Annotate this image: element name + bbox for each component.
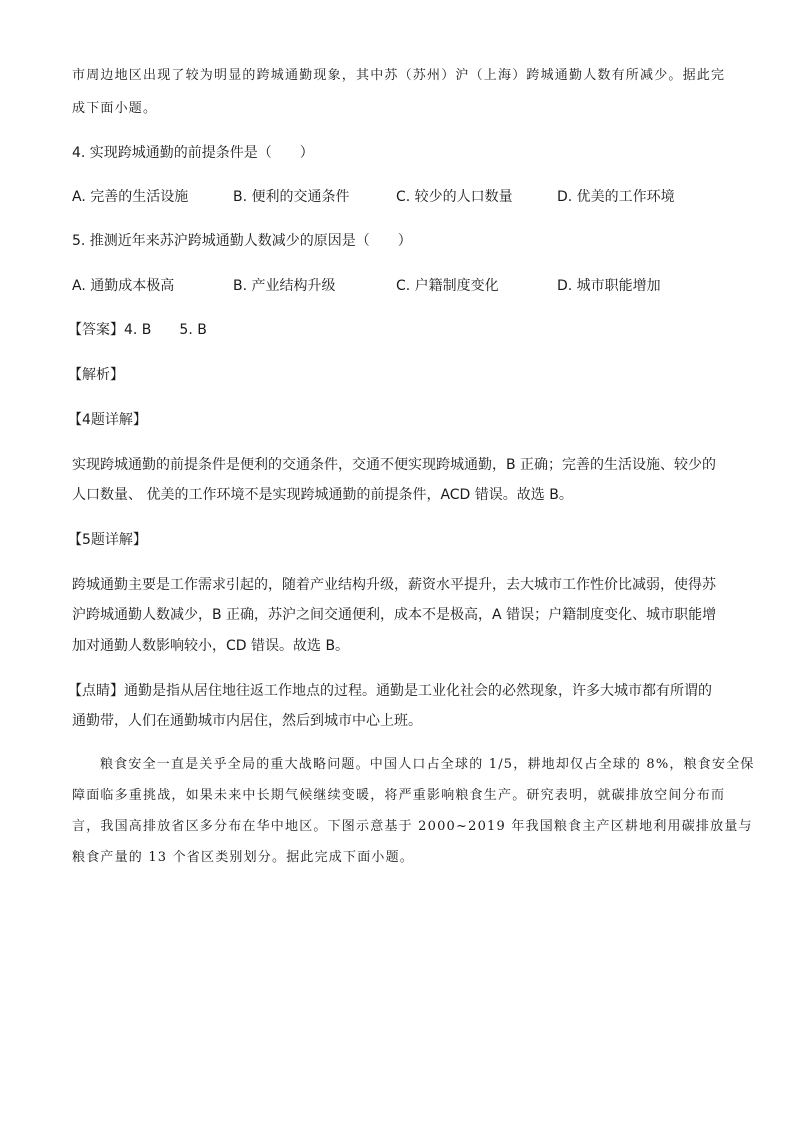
detail5-line2: 沪跨城通勤人数减少，B 正确，苏沪之间交通便利，成本不是极高，A 错误；户籍制度变化、城市职能增 xyxy=(72,607,717,623)
q5-option-b: B. 产业结构升级 xyxy=(233,278,336,294)
q4-option-c: C. 较少的人口数量 xyxy=(396,189,513,205)
detail5-line3: 加对通勤人数影响较小，CD 错误。故选 B。 xyxy=(72,638,350,654)
answer-line xyxy=(68,320,207,340)
q5-option-d: D. 城市职能增加 xyxy=(557,278,661,294)
detail5-line1: 跨城通勤主要是工作需求引起的，随着产业结构升级，薪资水平提升，去大城市工作性价比减弱，使得苏 xyxy=(72,577,716,593)
tip-line1 xyxy=(68,681,712,701)
q4-stem: 4. 实现跨城通勤的前提条件是（ ） xyxy=(72,145,314,161)
analysis-label: 【解析】 xyxy=(68,367,124,383)
q4-option-b: B. 便利的交通条件 xyxy=(233,189,350,205)
detail4-label: 【4题详解】 xyxy=(68,412,147,428)
tip-text-line1: 通勤是指从居住地往返工作地点的过程。通勤是工业化社会的必然现象，许多大城市都有所谓的 xyxy=(124,683,712,699)
q5-stem: 5. 推测近年来苏沪跨城通勤人数减少的原因是（ ） xyxy=(72,233,412,249)
detail4-line2: 人口数量、 优美的工作环境不是实现跨城通勤的前提条件，ACD 错误。故选 B。 xyxy=(72,487,573,503)
q4-option-a: A. 完善的生活设施 xyxy=(72,189,189,205)
passage2-line4: 粮食产量的 13 个省区类别划分。据此完成下面小题。 xyxy=(72,850,415,865)
detail5-label: 【5题详解】 xyxy=(68,532,147,548)
q4-option-d: D. 优美的工作环境 xyxy=(557,189,675,205)
answer-label: 【答案】 xyxy=(68,322,124,338)
detail4-line1: 实现跨城通勤的前提条件是便利的交通条件，交通不便实现跨城通勤，B 正确；完善的生活设施、较少的 xyxy=(72,457,717,473)
passage1-line1: 市周边地区出现了较为明显的跨城通勤现象，其中苏（苏州）沪（上海）跨城通勤人数有所减少。据此完 xyxy=(72,68,726,83)
answer-text: 4. B 5. B xyxy=(124,322,207,338)
passage2-line1: 粮食安全一直是关乎全局的重大战略问题。中国人口占全球的 1/5，耕地却仅占全球的 8%，粮食安全保 xyxy=(100,757,755,772)
q5-option-c: C. 户籍制度变化 xyxy=(396,278,499,294)
passage1-line2: 成下面小题。 xyxy=(72,101,158,116)
tip-label: 【点睛】 xyxy=(68,683,124,699)
tip-line2: 通勤带，人们在通勤城市内居住，然后到城市中心上班。 xyxy=(72,713,422,729)
q5-option-a: A. 通勤成本极高 xyxy=(72,278,175,294)
passage2-line2: 障面临多重挑战，如果未来中长期气候继续变暖，将严重影响粮食生产。研究表明，就碳排放空间分布而 xyxy=(72,788,726,803)
passage2-line3: 言，我国高排放省区多分布在华中地区。下图示意基于 2000~2019 年我国粮食主产区耕地利用碳排放量与 xyxy=(72,819,753,834)
